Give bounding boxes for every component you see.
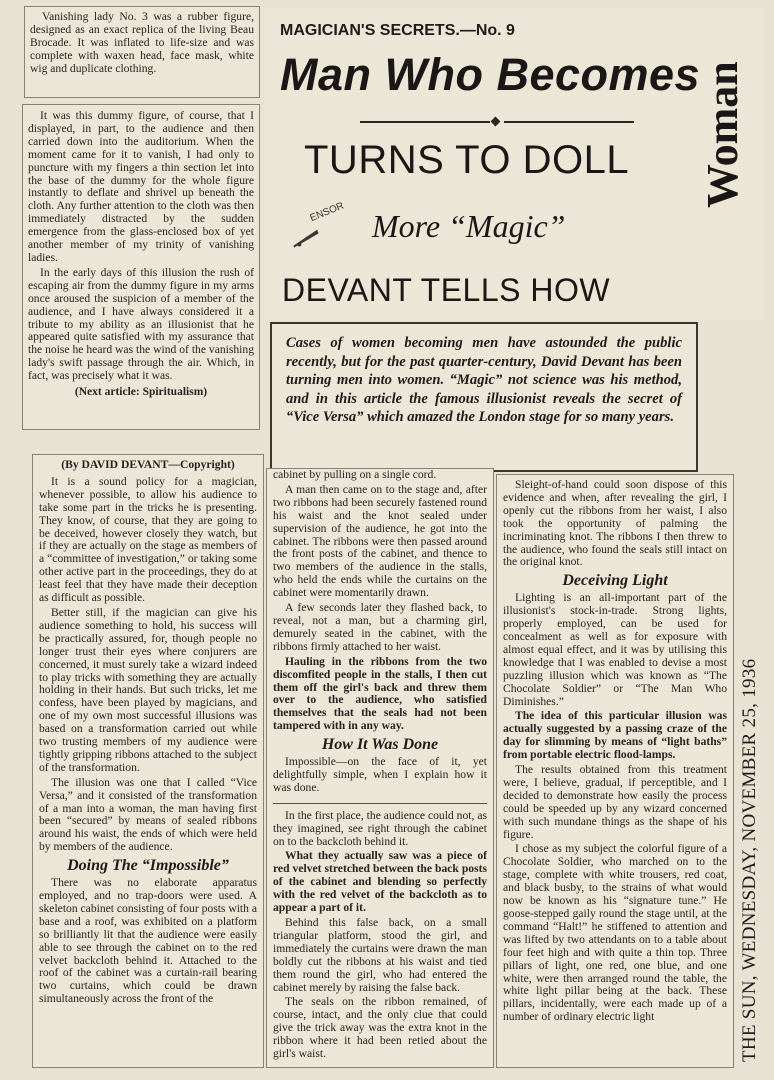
column-divider: [273, 803, 487, 804]
dateline: THE SUN, WEDNESDAY, NOVEMBER 25, 1936: [739, 658, 760, 1062]
column-2: [266, 468, 494, 1068]
bold-paragraph: Hauling in the ribbons from the two discomfited people in the stalls, I then cut them off the girl's back and threw them over to the audience, who satisfied themselves that the seals had not been tampered with in any way.: [273, 654, 487, 733]
paragraph: Behind this false back, on a small triangular platform, stood the girl, and immediately the curtains were drawn the man boldly cut the ribbons at his waist and tied them round the girl, who had entered the cabinet merely by raising the false back.: [273, 916, 487, 994]
paragraph: Impossible—on the face of it, yet delightfully simple, when I explain how it was done.: [273, 755, 487, 794]
paragraph: The seals on the ribbon remained, of course, intact, and the only clue that could give the trick away was the extra knot in the ribbon where it had been retied about the girl's waist.: [273, 995, 487, 1061]
ensor-logo: [282, 196, 360, 256]
paragraph: Lighting is an all-important part of the illusionist's stock-in-trade. Strong lights, properly employed, can be used for concealment as well as for exposure with almost equal effect, and it was by utilising this knowledge that I was enabled to devise a most puzzling illusion which was known as “The Chocolate Soldier” or “The Man Who Diminishes.”: [503, 591, 727, 708]
divider-diamond-icon: [491, 117, 501, 127]
column-2-text: [273, 469, 487, 1061]
bold-paragraph: The idea of this particular illusion was actually suggested by a passing craze of the day for slimming by means of “light baths” from portable electric flood-lamps.: [503, 709, 727, 762]
subheading-deceiving-light: Deceiving Light: [562, 572, 668, 590]
headline-vertical-woman: Woman: [698, 61, 747, 208]
intro-text: Cases of women becoming men have astounded the public recently, but for the past quarter-century, David Devant has been turning men into women. “Magic” not science was his method, and in this article the famous illusionist reveals the secret of “Vice Versa” which amazed the London stage for so many years.: [286, 335, 682, 426]
headline-man-who-becomes: Man Who Becomes: [280, 49, 701, 100]
headline-turns-to-doll: TURNS TO DOLL: [304, 138, 630, 182]
column-3-text: [503, 479, 727, 1024]
column-3: [496, 474, 734, 1068]
mid-left-clipping: [22, 104, 260, 430]
paragraph: I chose as my subject the colorful figure of a Chocolate Soldier, who marched on to the stage, complete with white trousers, red coat, and black busby, to the strains of what would now be known as his “signature tune.” He goose-stepped gaily round the stage until, at the command “Halt!” he stiffened to attention and was lifted by two attendants on to a table about four feet high and with quite a thin top. Three pillars of light, one red, one blue, and one white, were then arranged round the table, the white light pillar being at the back. These pillars, incidentally, were each made up of a number of ordinary electric light: [503, 842, 727, 1024]
column-1-text: [39, 459, 257, 1006]
subheading-doing-the-impossible: Doing The “Impossible”: [67, 857, 229, 875]
paragraph: The results obtained from this treatment were, I believe, gradual, if perceptible, and I decided to demonstrate how easily the process could be speeded up by any wizard concerned with such mundane things as the shape of his figure.: [503, 763, 727, 841]
masthead-area: [264, 8, 764, 320]
top-left-text: [30, 11, 254, 76]
bold-paragraph: What they actually saw was a piece of red velvet stretched between the back posts of the cabinet and blending so perfectly with the red velvet of the backcloth as to appear a part of it.: [273, 849, 487, 915]
series-title: MAGICIAN'S SECRETS.—No. 9: [280, 22, 515, 39]
logo-text: ENSOR: [308, 200, 346, 224]
column-1: [32, 454, 264, 1068]
intro-box: [270, 322, 698, 472]
top-left-clipping: [24, 6, 260, 98]
paragraph: The illusion was one that I called “Vice Versa,” and it consisted of the transformation of a man into a woman, the man having first been “secured” by means of sealed ribbons around his waist, the ends of which were held by members of the audience.: [39, 775, 257, 854]
headline-divider-left: [360, 121, 490, 123]
mid-left-text: [28, 110, 254, 399]
paragraph: It is a sound policy for a magician, whenever possible, to allow his audience to take some part in the tricks he is presenting. They know, of course, that they are going to be deceived, however closely they watch, but if they are actually on the stage as members of a “committee of investigation,” or taking some other active part in the proceedings, they do at least feel that they have made their deception as difficult as possible.: [39, 474, 257, 605]
byline: (By DAVID DEVANT—Copyright): [61, 458, 235, 471]
paragraph: Sleight-of-hand could soon dispose of this evidence and when, after revealing the girl, I openly cut the ribbons from her waist, I also took the opportunity of palming the incriminating knot. The ribbons I then threw to the audience, who found the seals still intact on the original knot.: [503, 478, 727, 569]
headline-more-magic: More “Magic”: [372, 208, 566, 244]
paragraph: Better still, if the magician can give his audience something to hold, his success will be practically assured, for, though people no longer trust their eyes where conjurers are concerned, it must surely take a wizard indeed to play tricks with something they are actually holding in their hands. But such tricks, let me confess, have been played by magicians, and one of my own most successful illusions was based on a transformation carried out while two trusting members of my audience were tightly gripping ribbons attached to the subject of the transformation.: [39, 605, 257, 774]
subheading-how-it-was-done: How It Was Done: [321, 736, 439, 754]
paragraph: In the early days of this illusion the rush of escaping air from the dummy figure in my arms once aroused the suspicion of a member of the audience, and I have always considered it a tribute to my ability as an illusionist that he appeared quite satisfied with my assurance that the noise he heard was the wind of the vanishing lady's swift passage through the air. Which, in fact, was precisely what it was.: [28, 265, 254, 383]
paragraph: cabinet by pulling on a single cord.: [273, 468, 437, 481]
paragraph: Vanishing lady No. 3 was a rubber figure, designed as an exact replica of the living Beau Brocade. It was inflated to life-size and was complete with waxen head, face mask, white wig and duplicate clothing.: [30, 10, 254, 75]
headline-divider-right: [504, 121, 634, 123]
wand-icon: [288, 225, 325, 251]
paragraph: A man then came on to the stage and, after two ribbons had been securely fastened round his waist and the knot sealed under supervision of the audience, he got into the cabinet. The ribbons were then passed around the front posts of the cabinet, and thence to two members of the audience in the stalls, who held the ends while the curtains on the cabinet were momentarily drawn.: [273, 482, 487, 600]
next-article-note: (Next article: Spiritualism): [74, 386, 208, 399]
paragraph: It was this dummy figure, of course, that I displayed, in part, to the audience and then carried down into the auditorium. When the moment came for it to vanish, I had only to puncture with my fingers a thin section let into the base of the dummy for the whole figure instantly to deflate and shrivel up beneath the cloth. Any further attention to the cloth was then immediately distracted by the sudden emergence from the glass-enclosed box of yet another member of my trinity of vanishing ladies.: [28, 109, 254, 264]
paragraph: There was no elaborate apparatus employed, and no trap-doors were used. A skeleton cabinet consisting of four posts with a base and a roof, was exhibited on a platform so brilliantly lit that the audience were easily able to see through the cabinet on to the red velvet backcloth behind it. Attached to the roof of the cabinet was a curtain-rail bearing two curtains, which could be drawn simultaneously across the front of the: [39, 876, 257, 1006]
paragraph: In the first place, the audience could not, as they imagined, see right through the cabinet on to the backcloth behind it.: [273, 808, 487, 848]
paragraph: A few seconds later they flashed back, to reveal, not a man, but a charming girl, demurely seated in the cabinet, with the ribbons firmly attached to her waist.: [273, 601, 487, 653]
headline-devant-tells-how: DEVANT TELLS HOW: [282, 272, 611, 308]
